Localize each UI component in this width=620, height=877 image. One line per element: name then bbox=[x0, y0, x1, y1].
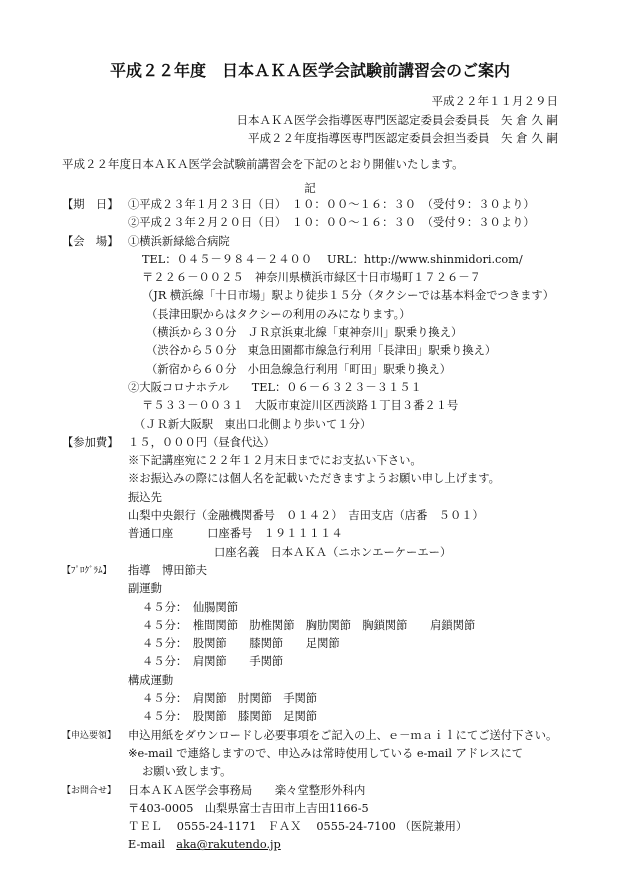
section-label: 【会 場】 bbox=[62, 234, 119, 248]
body-line bbox=[0, 653, 620, 671]
line-text: 日本ＡＫＡ医学会事務局 楽々堂整形外科内 bbox=[128, 783, 366, 797]
issue-date: 平成２２年１１月２９日 bbox=[431, 94, 558, 108]
body-line bbox=[0, 525, 620, 543]
body-line bbox=[0, 800, 620, 818]
body-line bbox=[0, 397, 620, 415]
line-text: 申込用紙をダウンロードし必要事項をご記入の上、ｅ－ｍａｉｌにてご送付下さい。 bbox=[128, 728, 558, 742]
line-text: ※e-mail で連絡しますので、申込みは常時使用している e-mail アドレスにて bbox=[128, 746, 524, 760]
body-line bbox=[0, 269, 620, 287]
line-text: ４５分： 仙腸関節 bbox=[142, 600, 239, 614]
line-text: 〒５３３－００３１ 大阪市東淀川区西淡路１丁目３番２１号 bbox=[142, 399, 459, 413]
notice-body bbox=[0, 196, 620, 855]
body-line bbox=[0, 324, 620, 342]
line-text: （渋谷から５０分 東急田園都市線急行利用「長津田」駅乗り換え） bbox=[146, 344, 497, 358]
body-line bbox=[0, 434, 620, 452]
line-text: （ＪＲ新大阪駅 東出口北側より歩いて１分） bbox=[134, 417, 372, 431]
line-text: ４５分： 股関節 膝関節 足関節 bbox=[142, 710, 318, 724]
line-text: ※下記講座宛に２２年１２月末日までにお支払い下さい。 bbox=[128, 454, 422, 468]
line-text: 構成運動 bbox=[128, 673, 174, 687]
section-label: 【お問合せ】 bbox=[62, 785, 117, 796]
line-text: ②大阪コロナホテル TEL：０６－６３２３－３１５１ bbox=[128, 380, 422, 394]
body-line bbox=[0, 818, 620, 836]
body-line bbox=[0, 306, 620, 324]
line-text: 副運動 bbox=[128, 582, 162, 596]
line-text: E-mail aka@rakutendo.jp bbox=[128, 838, 281, 852]
body-line bbox=[0, 233, 620, 251]
body-line bbox=[0, 452, 620, 470]
body-line bbox=[0, 635, 620, 653]
body-line bbox=[0, 672, 620, 690]
body-line bbox=[0, 544, 620, 562]
document-title: 平成２２年度 日本ＡＫＡ医学会試験前講習会のご案内 bbox=[109, 61, 510, 80]
line-text: １５，０００円（昼食代込） bbox=[128, 435, 275, 449]
intro-text: 平成２２年度日本ＡＫＡ医学会試験前講習会を下記のとおり開催いたします。 bbox=[62, 157, 464, 171]
body-line bbox=[0, 251, 620, 269]
body-line bbox=[0, 489, 620, 507]
line-text: （JR 横浜線「十日市場」駅より徒歩１５分（タクシーでは基本料金でつきます） bbox=[142, 289, 555, 303]
body-line bbox=[0, 196, 620, 214]
body-line bbox=[0, 416, 620, 434]
body-line bbox=[0, 782, 620, 800]
line-text: 口座名義 日本ＡＫＡ（ニホンエーケーエー） bbox=[214, 545, 452, 559]
line-text: ４５分： 肩関節 手関節 bbox=[142, 655, 284, 669]
section-label: 【申込要領】 bbox=[62, 730, 117, 741]
body-line bbox=[0, 507, 620, 525]
section-label: 【ﾌﾟﾛｸﾞﾗﾑ】 bbox=[62, 565, 112, 576]
line-text: お願い致します。 bbox=[142, 765, 232, 779]
line-text: 〒２２６－００２５ 神奈川県横浜市緑区十日市場町１７２６－７ bbox=[142, 271, 481, 285]
line-text: ①横浜新緑総合病院 bbox=[128, 234, 230, 248]
line-text: ４５分： 股関節 膝関節 足関節 bbox=[142, 637, 340, 651]
body-line bbox=[0, 836, 620, 854]
line-text: ４５分： 肩関節 肘関節 手関節 bbox=[142, 692, 318, 706]
line-text: （長津田駅からはタクシーの利用のみになります。） bbox=[146, 307, 411, 321]
line-text: 山梨中央銀行（金融機関番号 ０１４２） 吉田支店（店番 ５０１） bbox=[128, 509, 484, 523]
line-text: （横浜から３０分 ＪＲ京浜東北線「東神奈川」駅乗り換え） bbox=[146, 326, 463, 340]
line-text: TEL：０４５－９８４－２４００ URL：http://www.shinmidori.com/ bbox=[142, 252, 523, 266]
body-line bbox=[0, 580, 620, 598]
email-link[interactable]: aka@rakutendo.jp bbox=[176, 838, 281, 852]
line-text: 指導 博田節夫 bbox=[128, 563, 208, 577]
body-line bbox=[0, 361, 620, 379]
body-line bbox=[0, 214, 620, 232]
section-label: 【参加費】 bbox=[62, 435, 119, 449]
signature-line-1: 日本ＡＫＡ医学会指導医専門医認定委員会委員長 矢 倉 久 嗣 bbox=[236, 113, 558, 127]
line-text: ②平成２３年２月２０日（日） １０：００～１６：３０ （受付９：３０より） bbox=[128, 216, 535, 230]
line-text: 普通口座 口座番号 １９１１１１４ bbox=[128, 527, 343, 541]
body-line bbox=[0, 690, 620, 708]
body-line bbox=[0, 599, 620, 617]
section-label: 【期 日】 bbox=[62, 198, 119, 211]
body-line bbox=[0, 708, 620, 726]
line-text: ４５分： 椎間関節 肋椎関節 胸肋関節 胸鎖関節 肩鎖関節 bbox=[142, 618, 476, 632]
line-text: 〒403-0005 山梨県富士吉田市上吉田1166-5 bbox=[128, 801, 369, 815]
line-text: ①平成２３年１月２３日（日） １０：００～１６：３０ （受付９：３０より） bbox=[128, 198, 535, 211]
line-text: ※お振込みの際には個人名を記載いただきますようお願い申し上げます。 bbox=[128, 472, 500, 486]
body-line bbox=[0, 379, 620, 397]
body-line bbox=[0, 562, 620, 580]
line-text: ＴＥＬ 0555-24-1171 ＦＡＸ 0555-24-7100 （医院兼用） bbox=[128, 820, 468, 834]
body-line bbox=[0, 617, 620, 635]
body-line bbox=[0, 470, 620, 488]
line-text: （新宿から６０分 小田急線急行利用「町田」駅乗り換え） bbox=[146, 362, 452, 376]
line-text: 振込先 bbox=[128, 490, 162, 504]
ki-heading: 記 bbox=[304, 181, 316, 195]
body-line bbox=[0, 727, 620, 745]
body-line bbox=[0, 287, 620, 305]
signature-line-2: 平成２２年度指導医専門医認定委員会担当委員 矢 倉 久 嗣 bbox=[248, 131, 558, 145]
body-line bbox=[0, 763, 620, 781]
body-line bbox=[0, 745, 620, 763]
body-line bbox=[0, 342, 620, 360]
